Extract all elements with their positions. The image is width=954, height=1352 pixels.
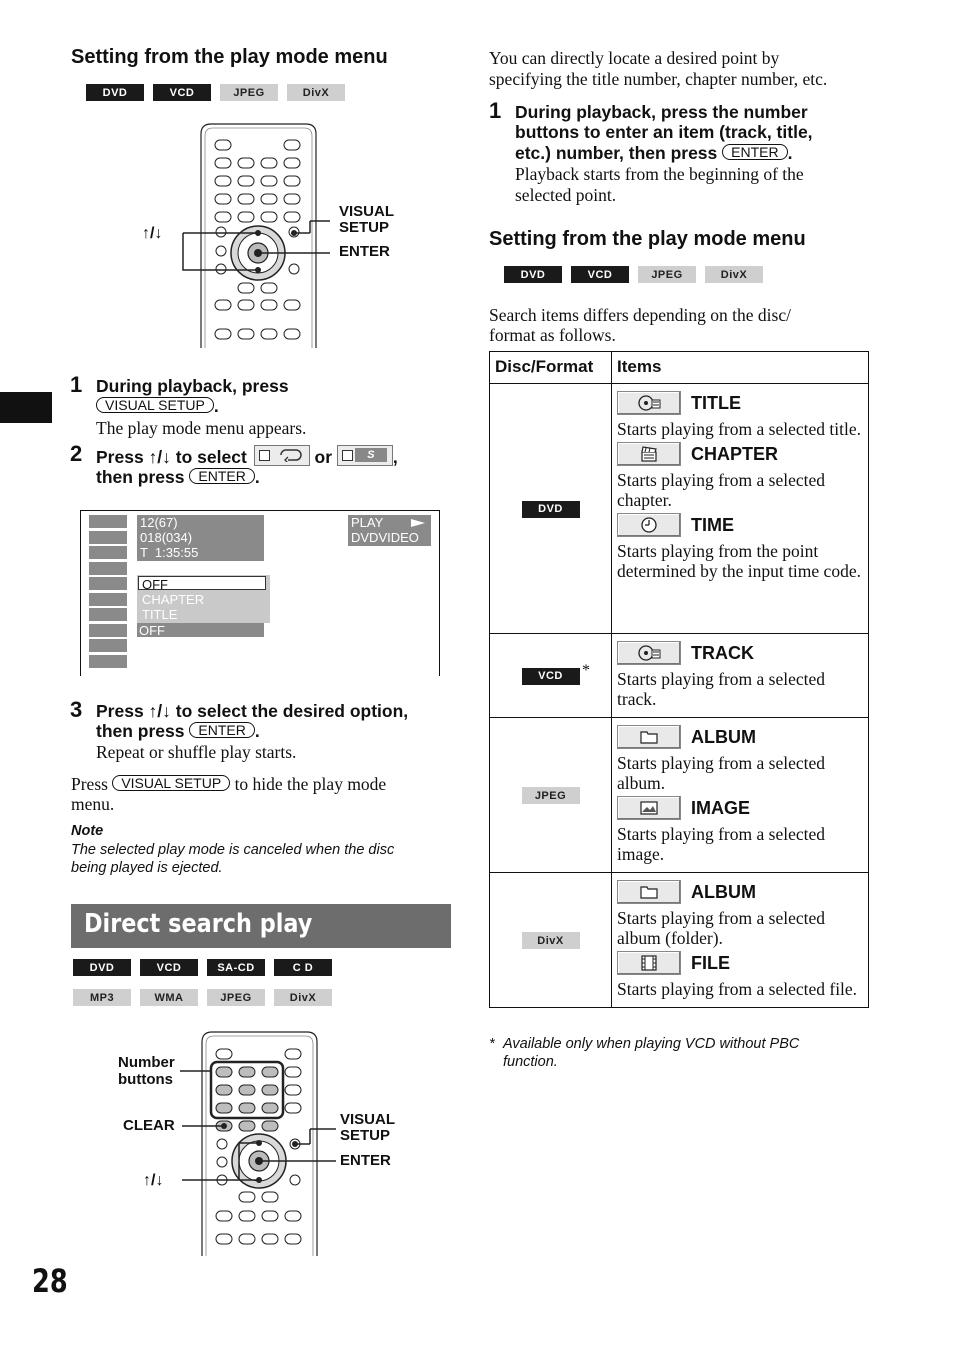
table-badge-dvd: DVD (522, 501, 580, 518)
col-items: Items (612, 352, 869, 384)
table-row (490, 873, 869, 1008)
item-image (617, 795, 863, 821)
folder-album-icon (617, 880, 681, 904)
osd-line-2: 018(034) (140, 530, 193, 545)
badge-jpeg-2: JPEG (207, 989, 265, 1006)
step-2-or: or (314, 447, 333, 467)
item-file-name: FILE (691, 952, 730, 973)
table-row (490, 718, 869, 873)
osd-option-title[interactable]: TITLE (142, 607, 178, 622)
item-chapter-desc: Starts playing from a selected chapter. (617, 470, 825, 510)
item-image-desc: Starts playing from a selected image. (617, 824, 825, 864)
right-step-1-line-2: buttons to enter an item (track, title, (515, 122, 813, 142)
visual-setup-key: VISUAL SETUP (96, 397, 214, 413)
badge-divx: DivX (287, 84, 345, 101)
badge-jpeg: JPEG (220, 84, 278, 101)
step-3-instruction: Press ↑/↓ to select the desired option, (96, 701, 409, 721)
osd-play-label: PLAY (351, 515, 384, 530)
note-line-1: The selected play mode is canceled when the disc (71, 842, 395, 858)
badge-divx-r: DivX (705, 266, 763, 283)
disc-track-icon (617, 641, 681, 665)
picture-image-icon (617, 796, 681, 820)
osd-current-text: OFF (139, 623, 165, 638)
format-badges-1 (86, 84, 345, 101)
item-track-name: TRACK (691, 642, 754, 663)
osd-play (348, 515, 431, 530)
item-album-jpeg-name: ALBUM (691, 726, 756, 747)
osd-angle-icon (89, 593, 127, 606)
format-cell-jpeg (490, 718, 612, 873)
direct-search-banner (71, 904, 451, 948)
page-number: 28 (32, 1262, 68, 1300)
badge-sacd: SA-CD (207, 959, 265, 976)
table-header-row (490, 352, 869, 384)
remote2-clear-label: CLEAR (123, 1117, 175, 1134)
step-1-body: The play mode menu appears. (96, 418, 307, 438)
badge-dvd-r: DVD (504, 266, 562, 283)
shuffle-mode-icon: S (337, 445, 393, 466)
item-chapter-name: CHAPTER (691, 443, 779, 464)
item-album-divx-desc: Starts playing from a selected album (folder). (617, 908, 825, 948)
osd-option-chapter[interactable]: CHAPTER (142, 592, 205, 607)
remote1-arrows-label: ↑/↓ (142, 225, 163, 242)
step-2-comma: , (392, 447, 398, 467)
items-cell-vcd (612, 634, 869, 718)
hide-press: Press (71, 774, 108, 794)
osd-time-icon (89, 546, 127, 559)
remote2-setup-label: SETUP (340, 1127, 391, 1144)
format-cell-dvd (490, 384, 612, 634)
section-heading-play-mode-right: Setting from the play mode menu (489, 228, 806, 250)
note-line-2: being played is ejected. (71, 860, 223, 876)
format-badges-2b (73, 989, 332, 1006)
footnote-mark: * (489, 1036, 495, 1052)
play-mode-osd-screen (80, 510, 440, 676)
item-title (617, 390, 863, 416)
step-2-text (96, 445, 456, 487)
osd-chapter-icon (89, 531, 127, 544)
enter-key-right: ENTER (722, 144, 787, 160)
item-album-divx (617, 879, 863, 905)
right-step-1-period: . (787, 143, 793, 163)
note-title: Note (71, 823, 104, 839)
format-badges-right (504, 266, 763, 283)
step-1-number: 1 (70, 372, 83, 397)
osd-shuffle-icon (89, 639, 127, 652)
item-file-desc: Starts playing from a selected file. (617, 979, 858, 999)
right-step-1-body-2: selected point. (515, 185, 617, 205)
remote1-enter-label: ENTER (339, 243, 390, 260)
item-time (617, 512, 863, 538)
item-album-jpeg-desc: Starts playing from a selected album. (617, 753, 825, 793)
search-items-line-1: Search items differs depending on the disc/ (489, 305, 791, 325)
remote1-setup-label: SETUP (339, 219, 390, 236)
right-step-1-body-1: Playback starts from the beginning of the (515, 164, 804, 184)
osd-subtitle-icon (89, 577, 127, 590)
footnote-line-1: Available only when playing VCD without PBC (503, 1036, 800, 1052)
step-1-text (96, 376, 289, 416)
osd-options-list (137, 575, 270, 623)
osd-repeat-icon (89, 624, 127, 637)
right-step-1-number: 1 (489, 98, 502, 123)
right-step-1-line-3 (515, 143, 792, 163)
chapter-tab-marker (0, 392, 52, 423)
vcd-asterisk: * (582, 662, 590, 679)
osd-current-value (137, 623, 264, 637)
banner-title: Direct search play (84, 909, 313, 939)
item-file (617, 950, 863, 976)
hide-after: to hide the play mode (234, 774, 387, 794)
badge-dvd: DVD (86, 84, 144, 101)
badge-wma: WMA (140, 989, 198, 1006)
items-cell-divx (612, 873, 869, 1008)
step-2-period: . (254, 467, 260, 487)
enter-key-step3: ENTER (189, 722, 254, 738)
step-3-period: . (254, 721, 260, 741)
item-album-divx-name: ALBUM (691, 881, 756, 902)
hide-menu-text (71, 774, 456, 814)
item-title-desc: Starts playing from a selected title. (617, 419, 861, 439)
osd-display-icon (89, 655, 127, 668)
badge-divx-2: DivX (274, 989, 332, 1006)
osd-line-1: 12(67) (140, 515, 178, 530)
clapboard-chapter-icon (617, 442, 681, 466)
intro-line-1: You can directly locate a desired point by (489, 48, 780, 68)
osd-line-3: T 1:35:55 (140, 545, 199, 560)
osd-zoom-icon (89, 608, 127, 621)
section-heading-play-mode: Setting from the play mode menu (71, 46, 388, 68)
osd-option-off[interactable]: OFF (138, 576, 266, 590)
remote-illustration-1 (140, 120, 420, 352)
table-row (490, 634, 869, 718)
badge-vcd-2: VCD (140, 959, 198, 976)
step-3-body: Repeat or shuffle play starts. (96, 742, 297, 762)
step-2-then: then press (96, 467, 185, 487)
table-badge-divx: DivX (522, 932, 580, 949)
items-cell-dvd (612, 384, 869, 634)
search-items-line-2: format as follows. (489, 325, 616, 345)
osd-info-block (137, 515, 264, 561)
osd-icon-column (89, 515, 127, 670)
folder-album-icon (617, 725, 681, 749)
footnote-line-2: function. (503, 1054, 558, 1070)
badge-mp3: MP3 (73, 989, 131, 1006)
clock-time-icon (617, 513, 681, 537)
badge-vcd: VCD (153, 84, 211, 101)
item-time-desc: Starts playing from the point determined by the input time code. (617, 541, 861, 581)
remote2-buttons-label: buttons (118, 1071, 173, 1088)
right-step-1-line-1: During playback, press the number (515, 102, 808, 122)
remote2-visual-label: VISUAL (340, 1111, 396, 1128)
format-cell-vcd (490, 634, 612, 718)
format-badges-2a (73, 959, 332, 976)
osd-audio-icon (89, 562, 127, 575)
step-3-number: 3 (70, 697, 83, 722)
enter-key-step2: ENTER (189, 468, 254, 484)
disc-title-icon (617, 391, 681, 415)
item-image-name: IMAGE (691, 797, 751, 818)
badge-cd: C D (274, 959, 332, 976)
remote2-arrows-label: ↑/↓ (143, 1172, 164, 1189)
osd-play-block (348, 515, 431, 546)
osd-title-icon (89, 515, 127, 528)
table-row (490, 384, 869, 634)
item-track (617, 640, 863, 666)
step-2-instruction: Press ↑/↓ to select (96, 447, 247, 467)
table-badge-vcd: VCD (522, 668, 580, 685)
badge-dvd-2: DVD (73, 959, 131, 976)
step-3-then: then press (96, 721, 185, 741)
remote2-enter-label: ENTER (340, 1152, 391, 1169)
table-badge-jpeg: JPEG (522, 787, 580, 804)
intro-line-2: specifying the title number, chapter number, etc. (489, 69, 828, 89)
item-time-name: TIME (691, 514, 734, 535)
items-cell-jpeg (612, 718, 869, 873)
visual-setup-key-2: VISUAL SETUP (112, 775, 230, 791)
right-step-1-then: etc.) number, then press (515, 143, 718, 163)
item-track-desc: Starts playing from a selected track. (617, 669, 825, 709)
search-items-table (489, 351, 869, 1008)
step-1-instruction: During playback, press (96, 376, 289, 396)
item-chapter (617, 441, 863, 467)
step-3-text (96, 701, 466, 741)
format-cell-divx (490, 873, 612, 1008)
hide-after-2: menu. (71, 794, 115, 814)
remote1-visual-label: VISUAL (339, 203, 395, 220)
col-disc-format: Disc/Format (490, 352, 612, 384)
remote-illustration-2 (140, 1028, 420, 1260)
osd-play-icon (411, 519, 425, 527)
item-album-jpeg (617, 724, 863, 750)
step-1-period: . (213, 396, 219, 416)
repeat-mode-icon (254, 445, 310, 466)
film-file-icon (617, 951, 681, 975)
badge-vcd-r: VCD (571, 266, 629, 283)
remote2-number-label: Number (118, 1054, 175, 1071)
item-title-name: TITLE (691, 392, 741, 413)
step-2-number: 2 (70, 441, 83, 466)
badge-jpeg-r: JPEG (638, 266, 696, 283)
osd-source: DVDVIDEO (351, 530, 419, 545)
